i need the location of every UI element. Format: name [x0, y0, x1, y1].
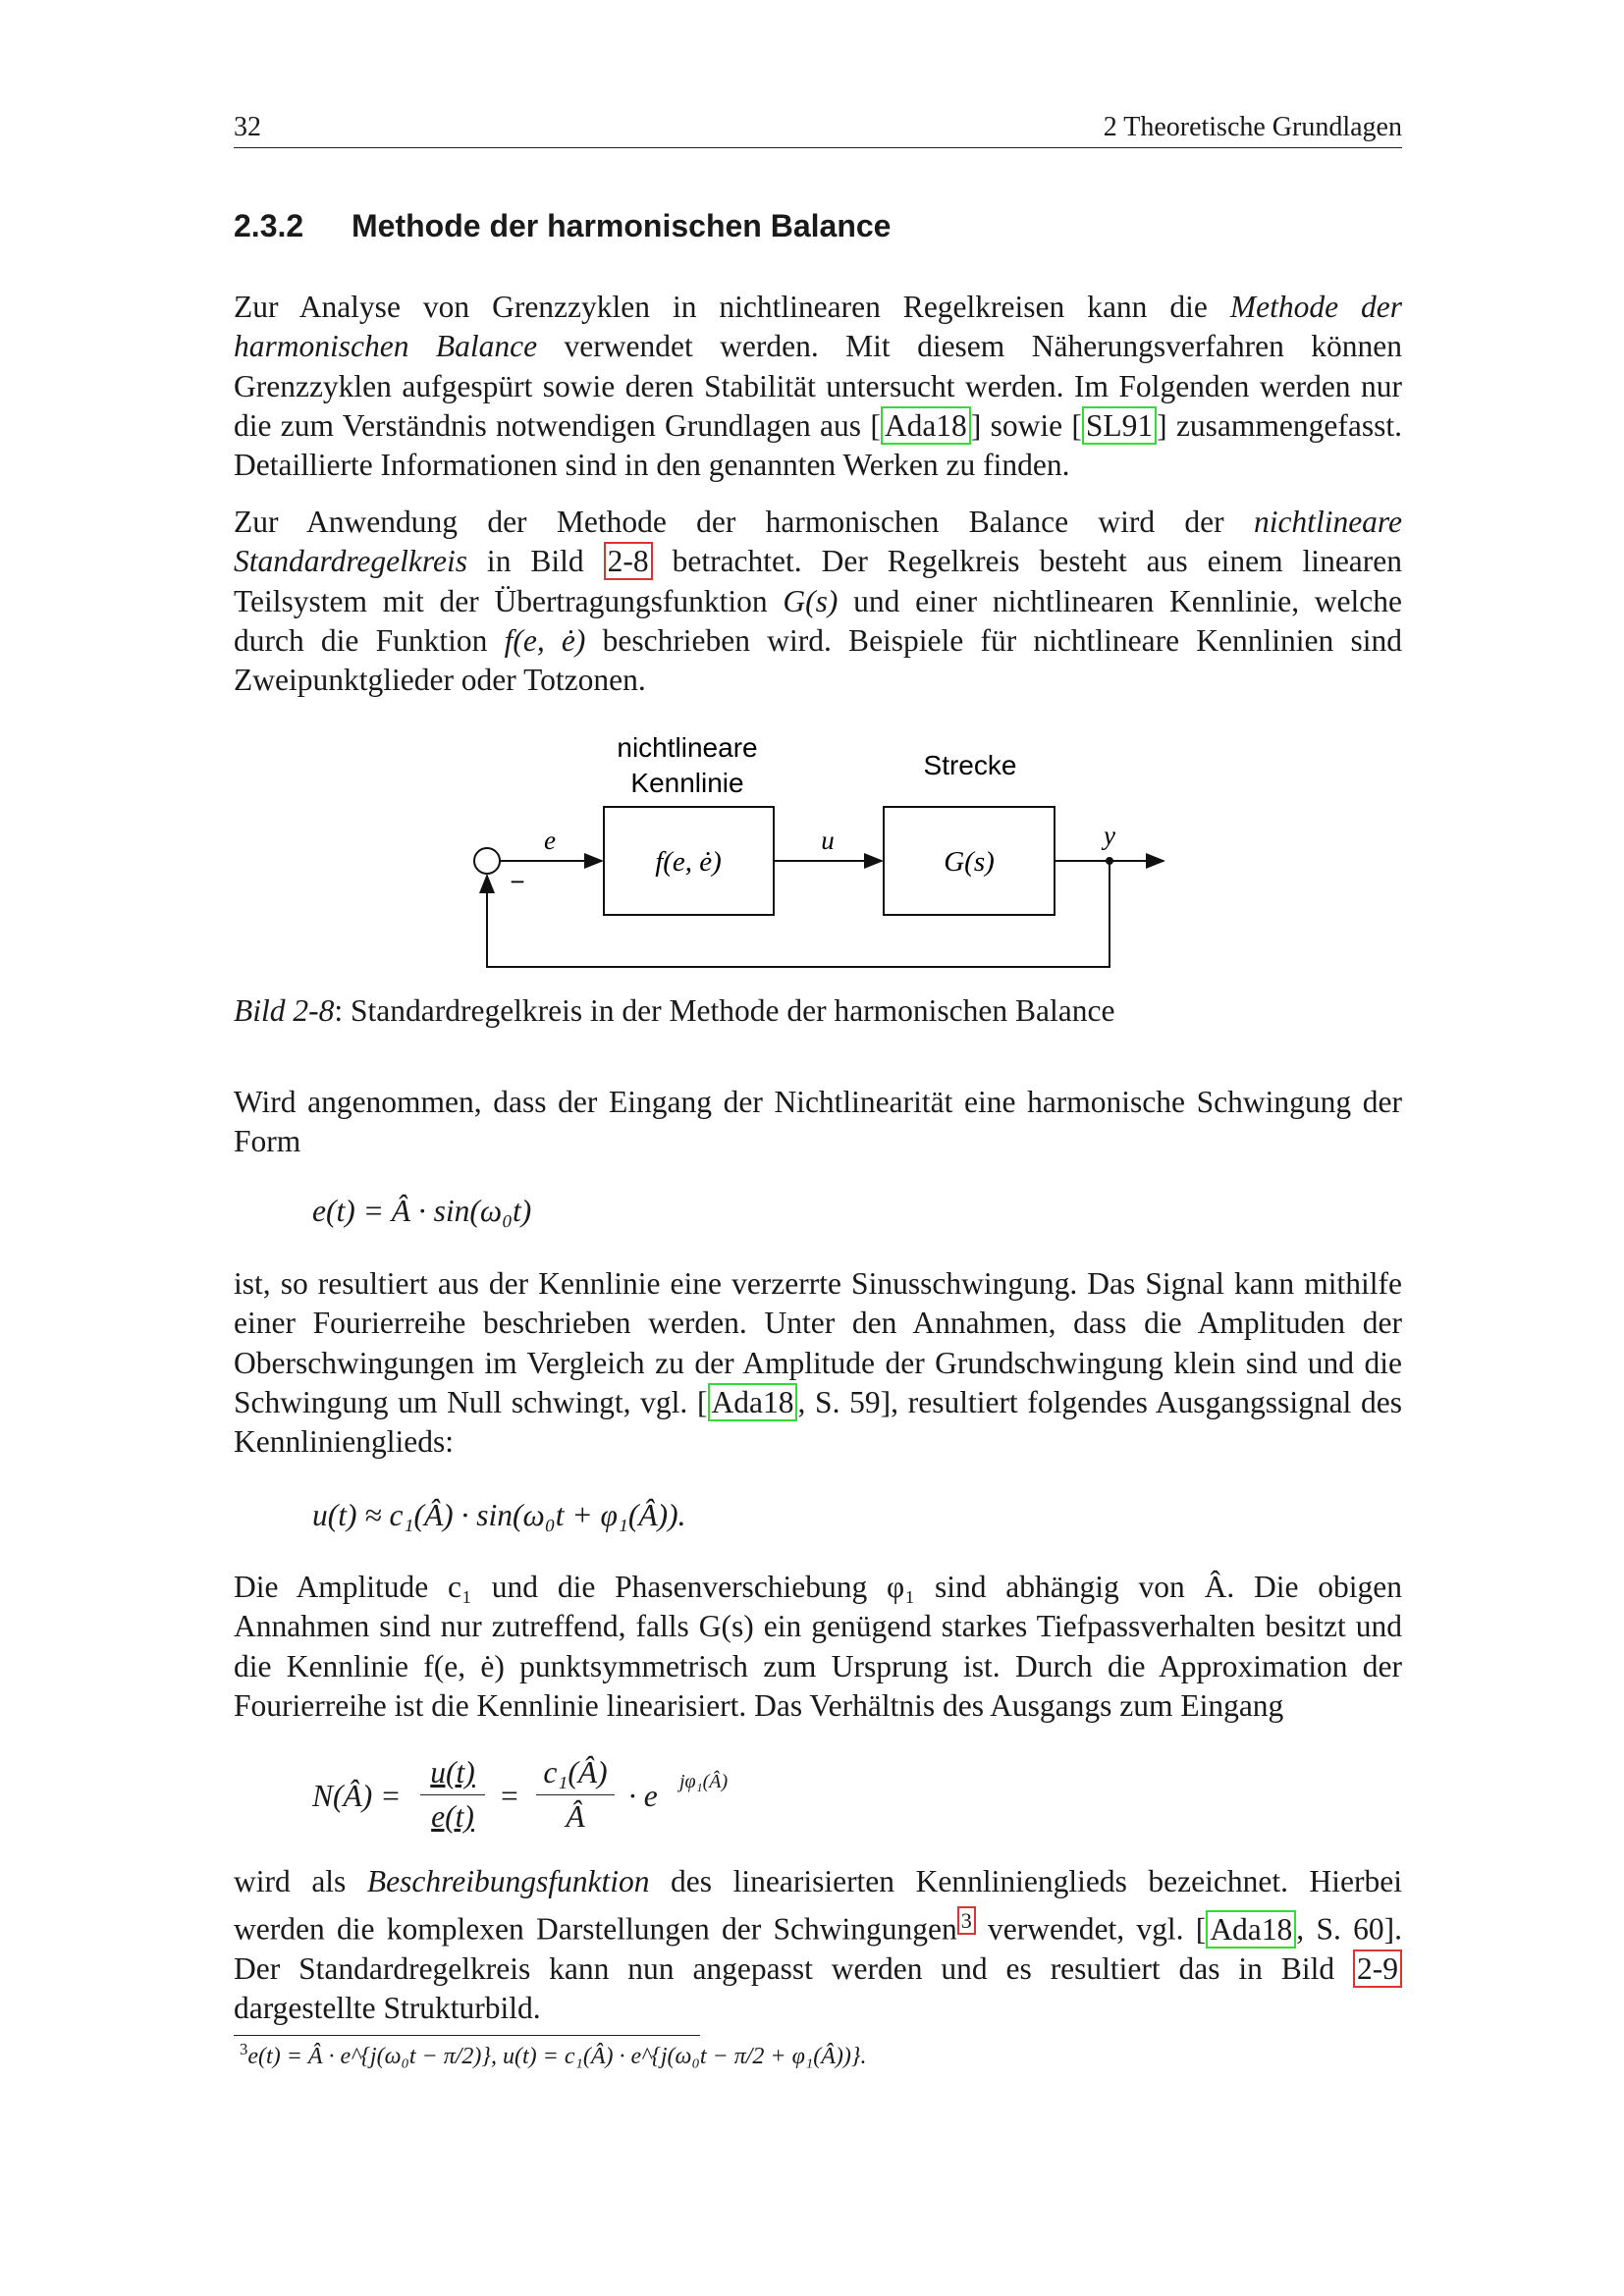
block-nonlinearity-label: f(e, ė)	[655, 846, 722, 878]
section-heading	[234, 208, 891, 244]
header-rule	[234, 147, 1402, 148]
block-diagram	[452, 721, 1178, 977]
figure-reference-link[interactable]: 2-8	[604, 542, 653, 580]
section-number: 2.3.2	[234, 208, 304, 243]
eq-den-1: e(t)	[431, 1799, 474, 1834]
footnote-text: e(t) = Â · e^{j(ω₀t − π/2)}, u(t) = c₁(Â) · e^{j(ω₀t − π/2 + φ₁(Â))}.	[247, 2044, 867, 2069]
figure-reference-link[interactable]: 2-9	[1353, 1949, 1402, 1988]
paragraph-fourier: ist, so resultiert aus der Kennlinie eine verzerrte Sinusschwingung. Das Signal kann mithilfe einer Fourierreihe beschrieben werden. Unter den Annahmen, dass die Amplituden der Oberschwingungen im Vergleich zu der Amplitude der Grundschwingung klein sind und die Schwingung um Null schwingt, vgl. [ Ada18 , S. 59], resultiert folgendes Ausgangssignal des Kennlinienglieds:	[234, 1266, 1402, 1460]
eq-num-2: c₁(Â)	[543, 1755, 608, 1789]
minus-sign: −	[510, 867, 525, 896]
paragraph-intro: Zur Analyse von Grenzzyklen in nichtlinearen Regelkreisen kann die Methode der harmonischen Balance verwendet werden. Mit diesem Näherungsverfahren können Grenzzyklen aufgespürt sowie deren Stabilität untersucht werden. Im Folgenden werden nur die zum Verständnis notwendigen Grundlagen aus [ Ada18 ] sowie [ SL91 ] zusammengefasst. Detaillierte Informationen sind in den genannten Werken zu finden.	[234, 290, 1402, 483]
fraction-bar	[420, 1794, 485, 1795]
citation-link[interactable]: Ada18	[881, 406, 971, 445]
label-nonlinearity-line2: Kennlinie	[630, 768, 744, 798]
eq-den-2: Â	[566, 1799, 585, 1834]
citation-link[interactable]: Ada18	[1206, 1910, 1296, 1949]
eq-lhs: N(Â) =	[312, 1779, 402, 1813]
section-title: Methode der harmonischen Balance	[352, 208, 892, 243]
equation-describing-function	[312, 1755, 901, 1843]
page-number: 32	[234, 112, 261, 142]
block-plant-label: G(s)	[944, 846, 995, 878]
eq-num-1: u(t)	[430, 1755, 475, 1789]
signal-e-label: e	[544, 826, 556, 855]
paragraph-amplitude: Die Amplitude c₁ und die Phasenverschiebung φ₁ sind abhängig von Â. Die obigen Annahmen sind nur zutreffend, falls G(s) ein genügend starkes Tiefpassverhalten besitzt und die Kennlinie f(e, ė) punktsymmetrisch zum Ursprung ist. Durch die Approximation der Fourierreihe ist die Kennlinie linearisiert. Das Verhältnis des Ausgangs zum Eingang	[234, 1570, 1402, 1723]
citation-link[interactable]: SL91	[1082, 406, 1157, 445]
figure-caption: Bild 2-8: Standardregelkreis in der Methode der harmonischen Balance	[234, 993, 1115, 1028]
paragraph-assumption: Wird angenommen, dass der Eingang der Nichtlinearität eine harmonische Schwingung der Form	[234, 1085, 1402, 1159]
eq-exponent: jφ₁(Â)	[679, 1771, 729, 1792]
fraction-bar	[536, 1794, 615, 1795]
equation-output-signal: u(t) ≈ c₁(Â) · sin(ω₀t + φ₁(Â)).	[312, 1498, 686, 1532]
footnote	[240, 2040, 866, 2070]
running-header: 2 Theoretische Grundlagen	[1103, 112, 1402, 142]
footnote-reference-link[interactable]: 3	[957, 1906, 976, 1935]
label-nonlinearity-line1: nichtlineare	[617, 732, 758, 763]
signal-y-label: y	[1104, 821, 1115, 850]
footnote-rule	[234, 2035, 700, 2036]
footnote-mark: 3	[240, 2040, 248, 2058]
eq-exp-base: · e	[628, 1779, 658, 1813]
summing-junction	[474, 848, 500, 874]
paragraph-standard-loop: Zur Anwendung der Methode der harmonischen Balance wird der nichtlineare Standardregelkreis in Bild 2-8 betrachtet. Der Regelkreis besteht aus einem linearen Teilsystem mit der Übertragungsfunktion G(s) und einer nichtlinearen Kennlinie, welche durch die Funktion f(e, ė) beschrieben wird. Beispiele für nichtlineare Kennlinien sind Zweipunktglieder oder Totzonen.	[234, 505, 1402, 698]
paragraph-describing-function: wird als Beschreibungsfunktion des linearisierten Kennlinienglieds bezeichnet. Hierbei werden die komplexen Darstellungen der Schwingungen $^3$ verwendet, vgl. [ Ada18 , S. 60]. Der Standardregelkreis kann nun angepasst werden und es resultiert das in Bild 2-9 dargestellte Strukturbild.	[234, 1864, 1403, 2026]
equation-input-signal: e(t) = Â · sin(ω₀t)	[312, 1194, 532, 1228]
label-plant: Strecke	[923, 750, 1017, 780]
figure-label: Bild 2-8	[234, 993, 335, 1028]
citation-link[interactable]: Ada18	[708, 1383, 798, 1421]
signal-u-label: u	[821, 826, 835, 855]
eq-equals: =	[501, 1779, 518, 1813]
